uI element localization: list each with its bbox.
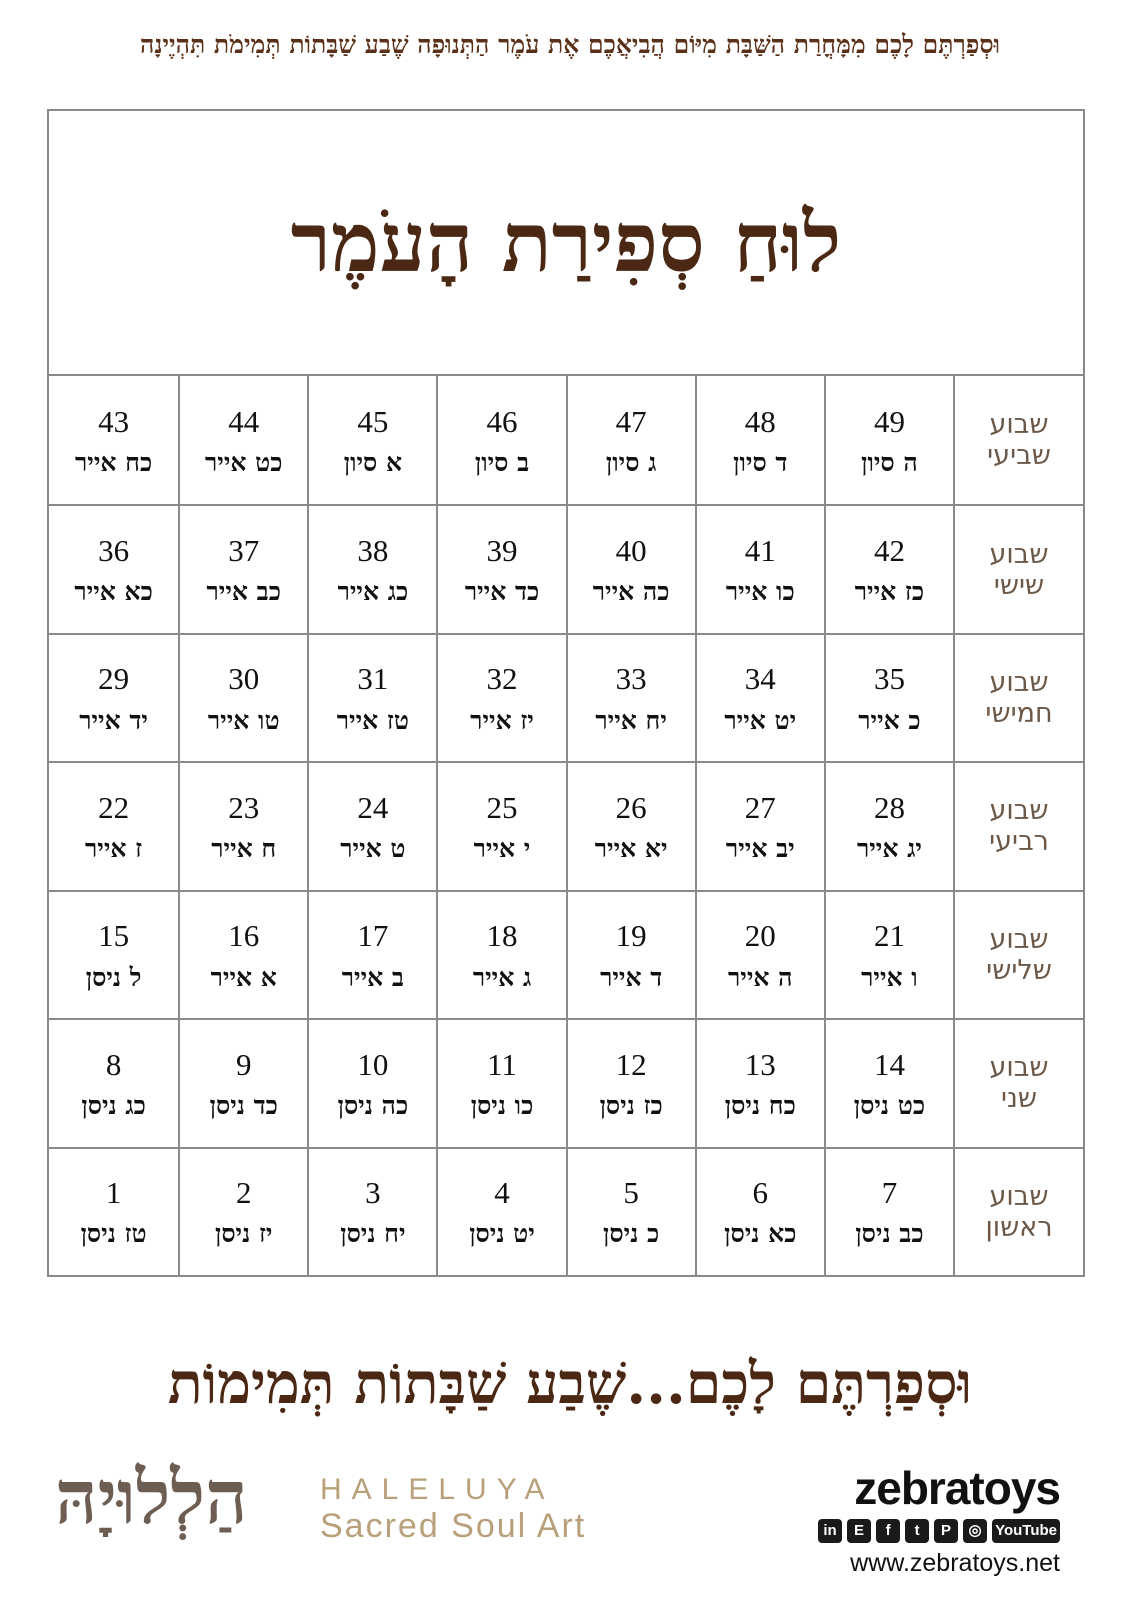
day-cell [307, 633, 436, 761]
hebrew-date: יג אייר [856, 834, 922, 864]
day-number: 47 [615, 403, 647, 439]
hebrew-date: כו אייר [725, 577, 795, 607]
day-cell [566, 504, 695, 632]
omer-grid [49, 376, 1083, 1275]
day-number: 35 [873, 661, 905, 697]
day-number: 13 [744, 1046, 776, 1082]
hebrew-date: ט אייר [340, 834, 406, 864]
day-cell [178, 1018, 307, 1146]
day-number: 1 [105, 1175, 122, 1211]
hebrew-date: ל ניסן [85, 962, 142, 992]
hebrew-date: כד ניסן [209, 1090, 278, 1120]
day-number: 6 [752, 1175, 769, 1211]
day-cell [566, 1147, 695, 1275]
day-number: 49 [873, 403, 905, 439]
day-number: 16 [228, 918, 260, 954]
day-cell [695, 633, 824, 761]
hebrew-date: א אייר [210, 962, 277, 992]
day-cell [566, 376, 695, 504]
hebrew-date: י אייר [473, 834, 531, 864]
day-number: 30 [228, 661, 260, 697]
hebrew-date: ו אייר [861, 962, 918, 992]
hebrew-date: כה ניסן [337, 1090, 409, 1120]
hebrew-date: כט אייר [205, 447, 283, 477]
day-cell [307, 376, 436, 504]
hebrew-date: כא אייר [74, 577, 153, 607]
zebratoys-brand [818, 1462, 1060, 1578]
day-number: 15 [98, 918, 130, 954]
day-cell [307, 1147, 436, 1275]
day-cell [695, 376, 824, 504]
hebrew-date: ג סיון [605, 447, 657, 477]
hebrew-date: כג אייר [337, 577, 409, 607]
day-cell [49, 633, 178, 761]
day-cell [695, 1018, 824, 1146]
day-cell [695, 504, 824, 632]
hebrew-date: כא ניסן [724, 1219, 797, 1249]
twitter-icon[interactable]: t [905, 1519, 929, 1543]
day-cell [824, 761, 953, 889]
hebrew-date: כג ניסן [81, 1090, 146, 1120]
week-ordinal: ראשון [985, 1211, 1053, 1243]
day-cell [307, 761, 436, 889]
hebrew-date: ח אייר [211, 834, 277, 864]
pinterest-icon[interactable]: P [934, 1519, 958, 1543]
day-number: 26 [615, 789, 647, 825]
week-word: שבוע [989, 538, 1049, 570]
brand-url[interactable]: www.zebratoys.net [850, 1549, 1060, 1577]
day-number: 7 [881, 1175, 898, 1211]
chart-title: לוּחַ סְפִירַת הָעֹמֶר [290, 194, 842, 291]
hebrew-date: יז ניסן [214, 1219, 273, 1249]
day-cell [824, 633, 953, 761]
linkedin-icon[interactable]: in [818, 1519, 842, 1543]
week-label-text [990, 1052, 1049, 1114]
week-word: שבוע [989, 1180, 1049, 1212]
week-label-text [989, 795, 1049, 857]
hebrew-date: יט אייר [724, 705, 797, 735]
day-number: 41 [744, 533, 776, 569]
day-number: 43 [98, 403, 130, 439]
day-number: 23 [228, 789, 260, 825]
week-ordinal: שלישי [986, 954, 1052, 986]
day-cell [695, 761, 824, 889]
day-number: 38 [357, 533, 389, 569]
hebrew-date: ז אייר [85, 834, 143, 864]
day-cell [436, 1018, 565, 1146]
logo-line1: HALELUYA [320, 1473, 555, 1506]
hebrew-date: טו אייר [207, 705, 280, 735]
title-box [49, 111, 1083, 376]
haleluya-logo-hebrew: הַלְלוּיָהּ [55, 1455, 248, 1541]
day-cell [824, 890, 953, 1018]
day-number: 28 [873, 789, 905, 825]
facebook-icon[interactable]: f [876, 1519, 900, 1543]
hebrew-date: כד אייר [464, 577, 540, 607]
week-word: שבוע [989, 667, 1049, 699]
day-cell [307, 1018, 436, 1146]
day-cell [178, 504, 307, 632]
week-ordinal: רביעי [989, 826, 1049, 858]
day-number: 39 [486, 533, 518, 569]
brand-name: zebratoys [854, 1462, 1060, 1514]
hebrew-date: יט ניסן [469, 1219, 535, 1249]
instagram-icon[interactable]: ◎ [963, 1519, 987, 1543]
week-label-text [990, 539, 1049, 601]
etsy-icon[interactable]: E [847, 1519, 871, 1543]
hebrew-date: כב אייר [206, 577, 281, 607]
day-cell [49, 504, 178, 632]
day-number: 17 [357, 918, 389, 954]
day-cell [49, 890, 178, 1018]
day-number: 4 [494, 1175, 510, 1211]
omer-chart [47, 109, 1085, 1277]
hebrew-date: כט ניסן [853, 1090, 926, 1120]
day-cell [695, 1147, 824, 1275]
day-cell [566, 633, 695, 761]
day-cell [566, 1018, 695, 1146]
week-word: שבוע [989, 409, 1049, 441]
day-number: 10 [357, 1046, 389, 1082]
hebrew-date: כז אייר [854, 577, 925, 607]
hebrew-date: כח ניסן [724, 1090, 796, 1120]
week-label [953, 633, 1083, 761]
day-cell [824, 1018, 953, 1146]
week-label [953, 761, 1083, 889]
week-label-text [987, 409, 1051, 471]
week-label-text [986, 924, 1052, 986]
day-cell [49, 376, 178, 504]
day-cell [824, 1147, 953, 1275]
day-cell [436, 890, 565, 1018]
hebrew-date: ד סיון [733, 447, 788, 477]
day-cell [49, 761, 178, 889]
day-number: 9 [235, 1046, 252, 1082]
week-label [953, 1018, 1083, 1146]
day-number: 33 [615, 661, 647, 697]
youtube-icon[interactable]: YouTube [992, 1519, 1060, 1543]
hebrew-date: יב אייר [725, 834, 795, 864]
day-number: 34 [744, 661, 776, 697]
week-label-text [985, 1181, 1052, 1243]
haleluya-logo [320, 1473, 586, 1546]
day-cell [436, 1147, 565, 1275]
day-cell [695, 890, 824, 1018]
day-cell [824, 376, 953, 504]
day-number: 45 [357, 403, 389, 439]
week-ordinal: חמישי [985, 698, 1053, 730]
verse-footer: וּסְפַרְתֶּם לָכֶם...שֶׁבַע שַׁבָּתוֹת תְּמִימוֹת [167, 1350, 973, 1417]
day-number: 48 [744, 403, 776, 439]
hebrew-date: ג אייר [472, 962, 532, 992]
week-ordinal: שביעי [987, 440, 1051, 472]
day-number: 3 [365, 1175, 381, 1211]
day-number: 2 [235, 1175, 252, 1211]
day-number: 18 [486, 918, 518, 954]
week-word: שבוע [989, 795, 1049, 827]
day-number: 20 [744, 918, 776, 954]
day-number: 11 [487, 1046, 517, 1082]
day-number: 27 [744, 789, 776, 825]
day-cell [436, 504, 565, 632]
hebrew-date: טז ניסן [80, 1219, 147, 1249]
week-label [953, 504, 1083, 632]
week-label-text [985, 667, 1052, 729]
week-word: שבוע [989, 923, 1049, 955]
day-cell [178, 1147, 307, 1275]
hebrew-date: יד אייר [79, 705, 148, 735]
hebrew-date: ה אייר [728, 962, 793, 992]
day-cell [178, 761, 307, 889]
day-number: 44 [228, 403, 260, 439]
day-number: 24 [357, 789, 389, 825]
hebrew-date: כח אייר [75, 447, 153, 477]
day-number: 36 [98, 533, 130, 569]
day-number: 22 [98, 789, 130, 825]
day-cell [307, 890, 436, 1018]
day-number: 42 [873, 533, 905, 569]
day-number: 32 [486, 661, 518, 697]
day-cell [178, 890, 307, 1018]
day-number: 31 [357, 661, 389, 697]
week-label [953, 890, 1083, 1018]
hebrew-date: יח ניסן [340, 1219, 406, 1249]
day-number: 40 [615, 533, 647, 569]
day-number: 19 [615, 918, 647, 954]
day-cell [178, 376, 307, 504]
hebrew-date: כ ניסן [603, 1219, 660, 1249]
hebrew-date: יא אייר [594, 834, 668, 864]
hebrew-date: כז ניסן [599, 1090, 663, 1120]
social-icons [818, 1519, 1060, 1543]
day-number: 8 [105, 1046, 122, 1082]
day-cell [824, 504, 953, 632]
day-cell [49, 1018, 178, 1146]
hebrew-date: כה אייר [592, 577, 670, 607]
day-cell [566, 761, 695, 889]
day-number: 21 [873, 918, 905, 954]
week-label [953, 376, 1083, 504]
hebrew-date: ב אייר [341, 962, 404, 992]
week-word: שבוע [989, 1052, 1049, 1084]
day-number: 12 [615, 1046, 647, 1082]
day-number: 29 [98, 661, 130, 697]
hebrew-date: כ אייר [858, 705, 921, 735]
day-cell [178, 633, 307, 761]
day-cell [49, 1147, 178, 1275]
day-number: 46 [486, 403, 518, 439]
hebrew-date: ה סיון [861, 447, 918, 477]
day-number: 37 [228, 533, 260, 569]
hebrew-date: א סיון [343, 447, 403, 477]
hebrew-date: יח אייר [595, 705, 667, 735]
hebrew-date: ד אייר [600, 962, 663, 992]
day-number: 25 [486, 789, 518, 825]
hebrew-date: ב סיון [474, 447, 530, 477]
day-cell [307, 504, 436, 632]
hebrew-date: טז אייר [336, 705, 409, 735]
day-number: 14 [873, 1046, 905, 1082]
day-cell [436, 761, 565, 889]
day-cell [566, 890, 695, 1018]
hebrew-date: כו ניסן [470, 1090, 534, 1120]
day-cell [436, 376, 565, 504]
day-cell [436, 633, 565, 761]
day-number: 5 [623, 1175, 639, 1211]
week-ordinal: שישי [993, 569, 1045, 601]
week-ordinal: שני [1001, 1083, 1037, 1115]
week-label [953, 1147, 1083, 1275]
verse-header: וּסְפַרְתֶּם לָכֶם מִמָּחֳרַת הַשַּׁבָּת מִיּוֹם הֲבִיאֲכֶם אֶת עֹמֶר הַתְּנוּפָה שֶׁבַע שַׁבָּתוֹת תְּמִימֹת תִּהְיֶינָה [139, 30, 1000, 59]
hebrew-date: יז אייר [470, 705, 534, 735]
logo-line2: Sacred Soul Art [320, 1507, 587, 1545]
hebrew-date: כב ניסן [855, 1219, 924, 1249]
